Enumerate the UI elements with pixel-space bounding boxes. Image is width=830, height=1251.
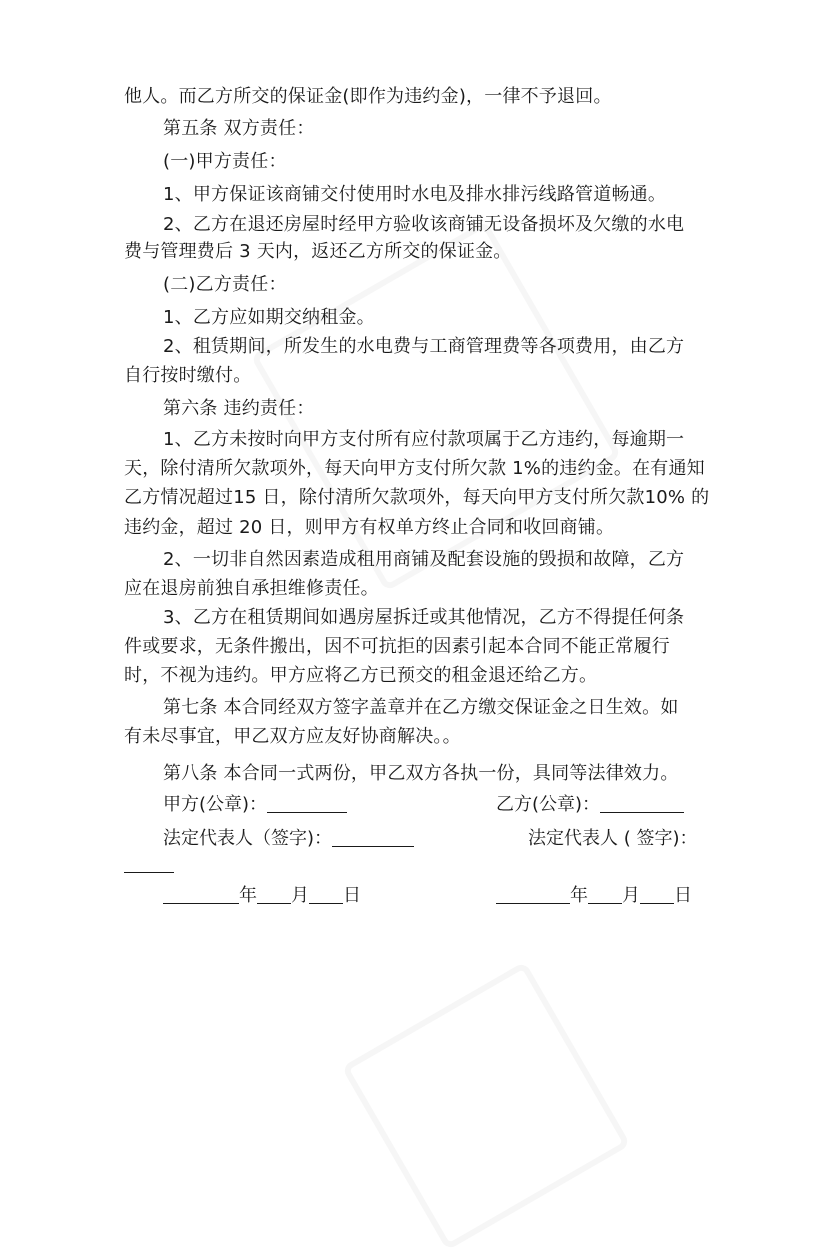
party-b-seal-label: 乙方(公章)： — [496, 794, 601, 815]
article-7-line: 第七条 本合同经双方签字盖章并在乙方缴交保证金之日生效。如 — [163, 697, 679, 718]
year-blank — [163, 885, 239, 904]
month-label: 月 — [291, 885, 309, 906]
party-b-rep-blank — [124, 854, 174, 873]
party-a-rep-label: 法定代表人（签字)： — [163, 828, 333, 849]
year-label: 年 — [239, 885, 257, 906]
party-b-seal-blank — [600, 794, 684, 813]
party-b-rep-blank-row — [124, 852, 174, 878]
day-blank — [309, 885, 343, 904]
party-a-seal-field — [163, 792, 347, 818]
month-blank — [588, 885, 622, 904]
paragraph-line: 1、乙方未按时向甲方支付所有应付款项属于乙方违约，每逾期一 — [163, 429, 685, 450]
year-label: 年 — [570, 885, 588, 906]
day-label: 日 — [343, 885, 361, 906]
paragraph-line: 乙方情况超过15 日，除付清所欠款项外，每天向甲方支付所欠款10% 的 — [124, 487, 710, 508]
paragraph-line: 2、一切非自然因素造成租用商铺及配套设施的毁损和故障，乙方 — [163, 549, 685, 570]
day-label: 日 — [674, 885, 692, 906]
party-a-seal-blank — [267, 794, 347, 813]
party-a-date — [163, 883, 361, 909]
paragraph-line: 违约金，超过 20 日，则甲方有权单方终止合同和收回商铺。 — [124, 517, 615, 538]
paragraph-line: 费与管理费后 3 天内，返还乙方所交的保证金。 — [124, 241, 512, 262]
paragraph-line: 1、乙方应如期交纳租金。 — [163, 307, 375, 328]
paragraph-line: 应在退房前独自承担维修责任。 — [124, 578, 379, 599]
month-label: 月 — [622, 885, 640, 906]
paragraph-line: 2、租赁期间，所发生的水电费与工商管理费等各项费用，由乙方 — [163, 336, 685, 357]
party-b-date — [496, 883, 692, 909]
year-blank — [496, 885, 570, 904]
paragraph-line: 他人。而乙方所交的保证金(即作为违约金)，一律不予退回。 — [124, 86, 612, 107]
party-b-duty-heading: (二)乙方责任： — [163, 274, 287, 295]
party-a-rep-field — [163, 826, 414, 852]
paragraph-line: 自行按时缴付。 — [124, 365, 252, 386]
paragraph-line: 时，不视为违约。甲方应将乙方已预交的租金退还给乙方。 — [124, 665, 598, 686]
month-blank — [257, 885, 291, 904]
party-b-rep-field — [528, 826, 698, 852]
party-a-seal-label: 甲方(公章)： — [163, 794, 268, 815]
article-8-line: 第八条 本合同一式两份，甲乙双方各执一份，具同等法律效力。 — [163, 763, 679, 784]
article-5-heading: 第五条 双方责任： — [163, 118, 315, 139]
day-blank — [640, 885, 674, 904]
party-b-rep-label: 法定代表人 ( 签字)： — [528, 828, 698, 849]
article-6-heading: 第六条 违约责任： — [163, 398, 315, 419]
paragraph-line: 有未尽事宜，甲乙双方应友好协商解决。。 — [124, 726, 461, 747]
watermark — [341, 961, 631, 1251]
party-b-seal-field — [496, 792, 684, 818]
paragraph-line: 件或要求，无条件搬出，因不可抗拒的因素引起本合同不能正常履行 — [124, 636, 670, 657]
party-a-rep-blank — [332, 828, 414, 847]
paragraph-line: 天，除付清所欠款项外，每天向甲方支付所欠款 1%的违约金。在有通知 — [124, 458, 705, 479]
party-a-duty-heading: (一)甲方责任： — [163, 151, 287, 172]
paragraph-line: 1、甲方保证该商铺交付使用时水电及排水排污线路管道畅通。 — [163, 184, 667, 205]
paragraph-line: 2、乙方在退还房屋时经甲方验收该商铺无设备损坏及欠缴的水电 — [163, 214, 685, 235]
paragraph-line: 3、乙方在租赁期间如遇房屋拆迁或其他情况，乙方不得提任何条 — [163, 607, 685, 628]
